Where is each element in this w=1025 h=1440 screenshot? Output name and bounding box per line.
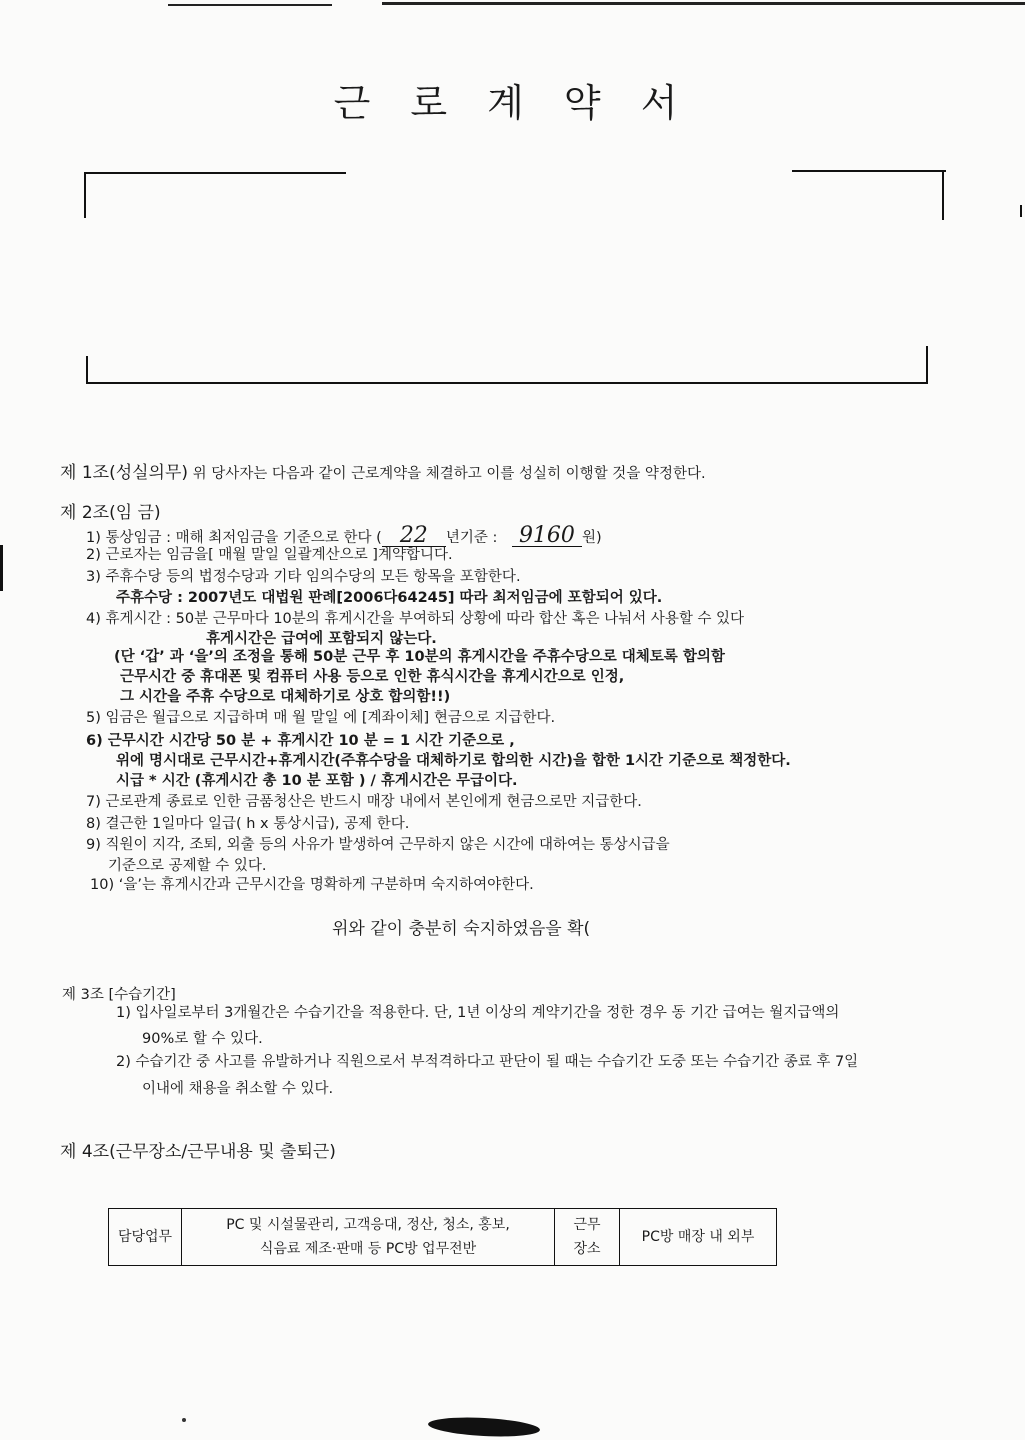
frame-bottom-line bbox=[86, 382, 926, 384]
article-1-heading: 제 1조(성실의무) bbox=[60, 463, 189, 483]
frame-bottom-left-v bbox=[86, 356, 88, 384]
item-1-label: 1) 통상임금 : 매해 최저임금을 기준으로 한다 ( bbox=[86, 530, 382, 546]
article-2-item-4: 4) 휴게시간 : 50분 근무마다 10분의 휴게시간을 부여하되 상황에 따라 합산 혹은 나눠서 사용할 수 있다 bbox=[86, 611, 745, 627]
article-2-item-4-d: 근무시간 중 휴대폰 및 컴퓨터 사용 등으로 인한 휴식시간을 휴게시간으로 인정, bbox=[120, 669, 625, 685]
confirmation-statement: 위와 같이 충분히 숙지하였음을 확( bbox=[332, 919, 591, 939]
item-3-sub-text: 주휴수당 : 2007년도 대법원 판례[2006다64245] 따라 최저임금에 포함되어 있다. bbox=[116, 590, 663, 606]
scan-edge-line-right bbox=[382, 2, 1025, 5]
article-2-item-3: 3) 주휴수당 등의 법정수당과 기타 임의수당의 모든 항목을 포함한다. bbox=[86, 569, 521, 585]
article-4-heading: 제 4조(근무장소/근무내용 및 출퇴근) bbox=[60, 1142, 336, 1162]
frame-bottom-right-v bbox=[926, 346, 928, 384]
place-label-line-2: 장소 bbox=[573, 1241, 601, 1257]
frame-corner-top-right-h bbox=[792, 170, 946, 172]
duty-value-cell bbox=[182, 1209, 555, 1266]
article-2-item-6-c: 시급 * 시간 (휴게시간 총 10 분 포함 ) / 휴게시간은 무급이다. bbox=[116, 773, 518, 789]
frame-corner-top-left-v bbox=[84, 172, 86, 218]
hourly-wage-field: 9160 bbox=[512, 526, 582, 547]
article-2-item-4-c: (단 ‘갑’ 과 ‘을’의 조정을 통해 50분 근무 후 10분의 휴게시간을 주휴수당으로 대체토록 합의함 bbox=[114, 649, 725, 665]
article-3-item-2: 2) 수습기간 중 사고를 유발하거나 직원으로서 부적격하다고 판단이 될 때는 수습기간 도중 또는 수습기간 종료 후 7일 bbox=[116, 1054, 859, 1070]
article-2-item-3-sub bbox=[116, 589, 662, 607]
table-row bbox=[109, 1209, 777, 1266]
article-3-item-1: 1) 입사일로부터 3개월간은 수습기간을 적용한다. 단, 1년 이상의 계약기간을 정한 경우 동 기간 급여는 월지급액의 bbox=[116, 1005, 840, 1021]
article-2-item-9: 9) 직원이 지각, 조퇴, 외출 등의 사유가 발생하여 근무하지 않은 시간에 대하여는 통상시급을 bbox=[86, 837, 670, 853]
place-value: PC방 매장 내 외부 bbox=[641, 1229, 755, 1245]
frame-corner-top-left-h bbox=[84, 172, 346, 174]
frame-corner-top-right-v bbox=[942, 170, 944, 220]
scan-smudge bbox=[428, 1415, 541, 1439]
article-2-item-10: 10) ‘을’는 휴게시간과 근무시간을 명확하게 구분하며 숙지하여야한다. bbox=[90, 877, 534, 893]
scan-dot bbox=[182, 1418, 186, 1422]
scan-edge-line-left bbox=[168, 4, 332, 6]
article-2-heading: 제 2조(임 금) bbox=[60, 503, 161, 523]
item-1-mid: 년기준 : bbox=[445, 530, 498, 546]
item-1-end: 원) bbox=[581, 530, 602, 546]
article-2-item-5: 5) 임금은 월급으로 지급하며 매 월 말일 에 [계좌이체] 현금으로 지급한다. bbox=[86, 710, 556, 726]
place-label-cell bbox=[555, 1209, 620, 1266]
work-details-table bbox=[108, 1208, 777, 1266]
article-2-item-2: 2) 근로자는 임금을[ 매월 말일 일괄계산으로 ]계약합니다. bbox=[86, 547, 453, 563]
article-2-item-4-e: 그 시간을 주휴 수당으로 대체하기로 상호 합의함!!) bbox=[120, 689, 451, 705]
article-2-item-6-b: 위에 명시대로 근무시간+휴게시간(주휴수당을 대체하기로 합의한 시간)을 합한 1시간 기준으로 책정한다. bbox=[116, 753, 791, 769]
article-1 bbox=[60, 464, 706, 483]
duty-line-2: 식음료 제조·판매 등 PC방 업무전반 bbox=[259, 1241, 477, 1257]
article-1-text: 위 당사자는 다음과 같이 근로계약을 체결하고 이를 성실히 이행할 것을 약정한다. bbox=[192, 466, 706, 482]
article-3-item-2-b: 이내에 채용을 취소할 수 있다. bbox=[142, 1081, 334, 1097]
article-3-heading: 제 3조 [수습기간] bbox=[62, 987, 176, 1003]
place-value-cell bbox=[620, 1209, 777, 1266]
article-2-item-4-b: 휴게시간은 급여에 포함되지 않는다. bbox=[206, 631, 437, 647]
scan-edge-mark-left bbox=[0, 545, 3, 591]
article-2-item-7: 7) 근로관계 종료로 인한 금품청산은 반드시 매장 내에서 본인에게 현금으로만 지급한다. bbox=[86, 794, 642, 810]
article-2-item-9-b: 기준으로 공제할 수 있다. bbox=[108, 858, 267, 874]
article-2-item-1 bbox=[86, 523, 602, 548]
duty-label-cell bbox=[109, 1209, 182, 1266]
article-3-item-1-b: 90%로 할 수 있다. bbox=[142, 1031, 263, 1047]
party-info-frame bbox=[84, 168, 946, 388]
wage-year-field: 22 bbox=[382, 526, 446, 547]
scan-edge-mark-right bbox=[1020, 205, 1022, 217]
place-label-line-1: 근무 bbox=[573, 1217, 601, 1233]
article-2-item-8: 8) 결근한 1일마다 일급( h x 통상시급), 공제 한다. bbox=[86, 816, 410, 832]
document-title: 근 로 계 약 서 bbox=[333, 81, 692, 125]
duty-line-1: PC 및 시설물관리, 고객응대, 정산, 청소, 홍보, bbox=[226, 1217, 510, 1233]
article-2-item-6: 6) 근무시간 시간당 50 분 + 휴게시간 10 분 = 1 시간 기준으로 , bbox=[86, 733, 515, 749]
duty-label: 담당업무 bbox=[117, 1229, 173, 1245]
